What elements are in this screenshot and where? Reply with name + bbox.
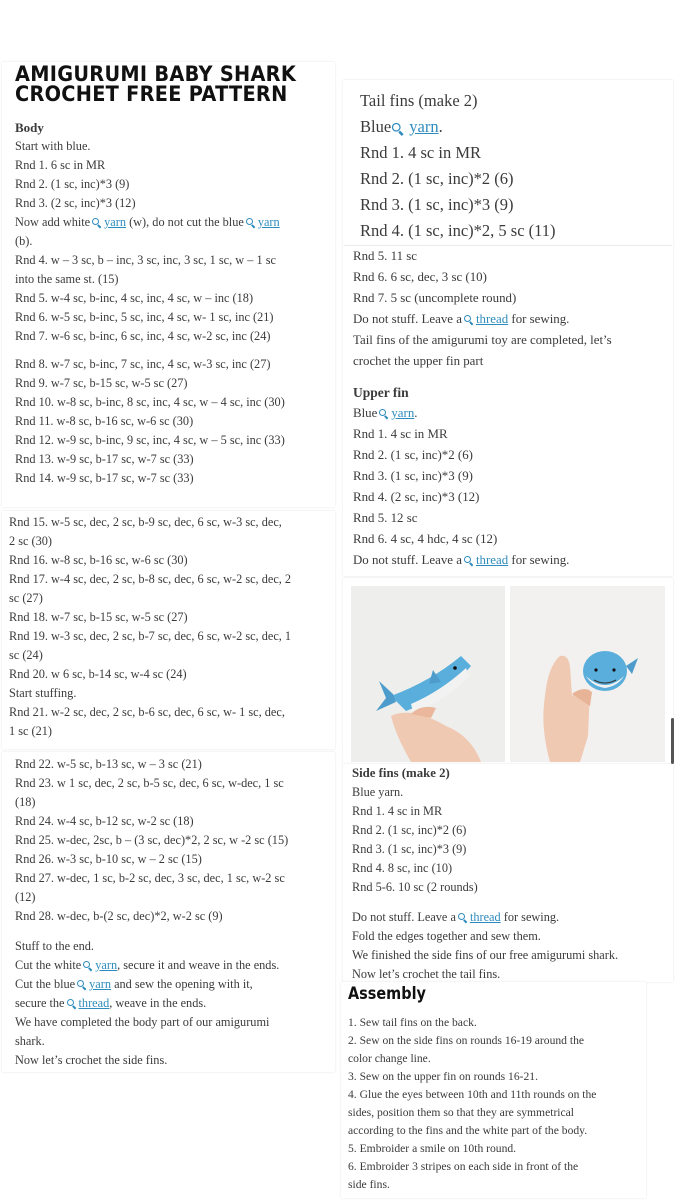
pattern-line: Stuff to the end. [15, 939, 95, 953]
pattern-line: Rnd 3. (2 sc, inc)*3 (12) [15, 196, 136, 210]
thread-link[interactable]: thread [78, 996, 110, 1010]
scrollbar-thumb[interactable] [671, 718, 674, 764]
pattern-line: Rnd 7. 5 sc (uncomplete round) [353, 291, 517, 305]
yarn-link[interactable]: yarn [257, 215, 280, 229]
pattern-line: Rnd 4. (2 sc, inc)*3 (12) [353, 490, 480, 504]
pattern-line: Now add white yarn (w), do not cut the blue yarn [15, 215, 280, 229]
shark-photo-left [351, 586, 505, 762]
yarn-link[interactable]: yarn [409, 117, 439, 136]
pattern-line: 2 sc (30) [9, 534, 53, 548]
assembly-card [341, 982, 646, 1198]
pattern-line: Start stuffing. [9, 686, 77, 700]
pattern-line: according to the fins and the white part of the body. [348, 1124, 588, 1137]
pattern-line: Rnd 8. w-7 sc, b-inc, 7 sc, inc, 4 sc, w-3 sc, inc (27) [15, 357, 271, 371]
pattern-line: 1 sc (21) [9, 724, 53, 738]
yarn-link[interactable]: yarn [95, 958, 118, 972]
pattern-line: sc (24) [9, 648, 43, 662]
pattern-line: Do not stuff. Leave a thread for sewing. [353, 553, 570, 567]
pattern-line: Rnd 4. w – 3 sc, b – inc, 3 sc, inc, 3 sc, 1 sc, w – 1 sc [15, 253, 276, 267]
body-card [2, 62, 335, 507]
pattern-line: Rnd 25. w-dec, 2sc, b – (3 sc, dec)*2, 2 sc, w -2 sc (15) [15, 833, 289, 847]
pattern-line: Rnd 2. (1 sc, inc)*2 (6) [353, 448, 473, 462]
pattern-line: Rnd 7. w-6 sc, b-inc, 6 sc, inc, 4 sc, w-2 sc, inc (24) [15, 329, 271, 343]
pattern-line: 1. Sew tail fins on the back. [348, 1016, 477, 1029]
pattern-line: Rnd 3. (1 sc, inc)*3 (9) [352, 842, 467, 856]
pattern-line: (18) [15, 795, 36, 809]
search-icon [67, 999, 76, 1008]
pattern-line: Rnd 1. 4 sc in MR [353, 427, 448, 441]
pattern-line: Now let’s crochet the tail fins. [352, 967, 501, 981]
pattern-line: side fins. [348, 1178, 390, 1191]
pattern-line: Rnd 17. w-4 sc, dec, 2 sc, b-8 sc, dec, 6 sc, w-2 sc, dec, 2 [9, 572, 292, 586]
side-fins-card [343, 764, 673, 982]
tail-fins-heading: Tail fins (make 2) [360, 91, 478, 110]
pattern-line: Rnd 2. (1 sc, inc)*2 (6) [360, 169, 514, 188]
pattern-line: Rnd 6. 6 sc, dec, 3 sc (10) [353, 270, 487, 284]
search-icon [92, 218, 101, 227]
search-icon [379, 409, 388, 418]
pattern-line: Rnd 2. (1 sc, inc)*2 (6) [352, 823, 467, 837]
search-icon [458, 913, 467, 922]
pattern-line: Rnd 14. w-9 sc, b-17 sc, w-7 sc (33) [15, 471, 194, 485]
pattern-line: Rnd 5. 12 sc [353, 511, 418, 525]
pattern-line: Rnd 1. 6 sc in MR [15, 158, 106, 172]
tail-fins-card [343, 80, 673, 245]
pattern-line: Rnd 19. w-3 sc, dec, 2 sc, b-7 sc, dec, 6 sc, w-2 sc, dec, 1 [9, 629, 292, 643]
pattern-line: Start with blue. [15, 139, 91, 153]
pattern-line: Now let’s crochet the side fins. [15, 1053, 168, 1067]
pattern-line: 2. Sew on the side fins on rounds 16-19 around the [348, 1034, 585, 1047]
shark-toy-image [510, 586, 665, 762]
pattern-line: Rnd 24. w-4 sc, b-12 sc, w-2 sc (18) [15, 814, 194, 828]
pattern-line: Blue yarn. [352, 785, 404, 799]
pattern-line: We finished the side fins of our free amigurumi shark. [352, 948, 619, 962]
pattern-line: Rnd 12. w-9 sc, b-inc, 9 sc, inc, 4 sc, w – 5 sc, inc (33) [15, 433, 285, 447]
thread-link[interactable]: thread [469, 910, 501, 924]
pattern-line: (b). [15, 234, 33, 248]
thread-link[interactable]: thread [475, 553, 509, 567]
pattern-line: Rnd 5. w-4 sc, b-inc, 4 sc, inc, 4 sc, w – inc (18) [15, 291, 254, 305]
pattern-line: sc (27) [9, 591, 43, 605]
pattern-line: color change line. [348, 1052, 431, 1065]
pattern-line: 4. Glue the eyes between 10th and 11th rounds on the [348, 1088, 597, 1101]
pattern-line: 5. Embroider a smile on 10th round. [348, 1142, 517, 1155]
pattern-line: 3. Sew on the upper fin on rounds 16-21. [348, 1070, 538, 1083]
pattern-line: Rnd 4. 8 sc, inc (10) [352, 861, 453, 875]
search-icon [77, 980, 86, 989]
yarn-link[interactable]: yarn [89, 977, 111, 991]
pattern-line: Rnd 10. w-8 sc, b-inc, 8 sc, inc, 4 sc, w – 4 sc, inc (30) [15, 395, 285, 409]
pattern-line: Blue yarn. [353, 406, 418, 420]
pattern-line: Rnd 13. w-9 sc, b-17 sc, w-7 sc (33) [15, 452, 194, 466]
pattern-line: Rnd 5. 11 sc [353, 249, 417, 263]
tail-fins-card-2 [343, 246, 673, 576]
pattern-line: Cut the white yarn, secure it and weave in the ends. [15, 958, 280, 972]
pattern-line: 6. Embroider 3 stripes on each side in front of the [348, 1160, 579, 1173]
pattern-line: (12) [15, 890, 36, 904]
pattern-line: Rnd 2. (1 sc, inc)*3 (9) [15, 177, 130, 191]
pattern-line: Rnd 1. 4 sc in MR [360, 143, 482, 162]
pattern-line: sides, position them so that they are symmetrical [348, 1106, 575, 1119]
pattern-line: Rnd 4. (1 sc, inc)*2, 5 sc (11) [360, 221, 556, 240]
pattern-line: secure the thread, weave in the ends. [15, 996, 207, 1010]
pattern-line: Rnd 18. w-7 sc, b-15 sc, w-5 sc (27) [9, 610, 188, 624]
pattern-line: Rnd 3. (1 sc, inc)*3 (9) [360, 195, 514, 214]
shark-toy-image [351, 586, 505, 762]
upper-fin-heading: Upper fin [353, 385, 409, 400]
search-icon [246, 218, 255, 227]
pattern-line: Do not stuff. Leave a thread for sewing. [352, 910, 560, 924]
search-icon [392, 123, 403, 134]
pattern-line: Rnd 20. w 6 sc, b-14 sc, w-4 sc (24) [9, 667, 187, 681]
pattern-line: Rnd 6. 4 sc, 4 hdc, 4 sc (12) [353, 532, 498, 546]
pattern-line: into the same st. (15) [15, 272, 119, 286]
pattern-line: Rnd 28. w-dec, b-(2 sc, dec)*2, w-2 sc (9) [15, 909, 223, 923]
pattern-line: Fold the edges together and sew them. [352, 929, 541, 943]
yarn-link[interactable]: yarn [104, 215, 126, 229]
pattern-line: Rnd 23. w 1 sc, dec, 2 sc, b-5 sc, dec, 6 sc, w-dec, 1 sc [15, 776, 284, 790]
pattern-line: Rnd 9. w-7 sc, b-15 sc, w-5 sc (27) [15, 376, 188, 390]
pattern-line: shark. [15, 1034, 45, 1048]
pattern-line: Do not stuff. Leave a thread for sewing. [353, 312, 570, 326]
yarn-link[interactable]: yarn [391, 406, 415, 420]
thread-link[interactable]: thread [475, 312, 509, 326]
pattern-line: Rnd 21. w-2 sc, dec, 2 sc, b-6 sc, dec, 6 sc, w- 1 sc, dec, [9, 705, 285, 719]
photo-strip [343, 578, 673, 764]
side-fins-heading: Side fins (make 2) [352, 766, 450, 780]
body-card-3 [2, 752, 335, 1072]
pattern-line: crochet the upper fin part [353, 354, 484, 368]
pattern-line: Rnd 22. w-5 sc, b-13 sc, w – 3 sc (21) [15, 757, 202, 771]
pattern-line: We have completed the body part of our amigurumi [15, 1015, 270, 1029]
body-card-2 [2, 511, 335, 749]
pattern-line: Blue yarn. [360, 117, 443, 136]
search-icon [464, 315, 473, 324]
pattern-line: Rnd 27. w-dec, 1 sc, b-2 sc, dec, 3 sc, dec, 1 sc, w-2 sc [15, 871, 285, 885]
page-title: AMIGURUMI BABY SHARK CROCHET FREE PATTERN [15, 62, 297, 106]
shark-photo-right [510, 586, 665, 762]
body-heading: Body [15, 120, 44, 135]
pattern-line: Rnd 15. w-5 sc, dec, 2 sc, b-9 sc, dec, 6 sc, w-3 sc, dec, [9, 515, 282, 529]
pattern-line: Rnd 5-6. 10 sc (2 rounds) [352, 880, 478, 894]
pattern-line: Rnd 1. 4 sc in MR [352, 804, 443, 818]
search-icon [83, 961, 92, 970]
pattern-line: Rnd 26. w-3 sc, b-10 sc, w – 2 sc (15) [15, 852, 202, 866]
pattern-line: Rnd 16. w-8 sc, b-16 sc, w-6 sc (30) [9, 553, 188, 567]
assembly-heading: Assembly [348, 984, 426, 1004]
pattern-line: Rnd 11. w-8 sc, b-16 sc, w-6 sc (30) [15, 414, 194, 428]
pattern-line: Cut the blue yarn and sew the opening with it, [15, 977, 253, 991]
pattern-line: Rnd 3. (1 sc, inc)*3 (9) [353, 469, 473, 483]
pattern-line: Tail fins of the amigurumi toy are completed, let’s [353, 333, 612, 347]
search-icon [464, 556, 473, 565]
pattern-line: Rnd 6. w-5 sc, b-inc, 5 sc, inc, 4 sc, w- 1 sc, inc (21) [15, 310, 274, 324]
